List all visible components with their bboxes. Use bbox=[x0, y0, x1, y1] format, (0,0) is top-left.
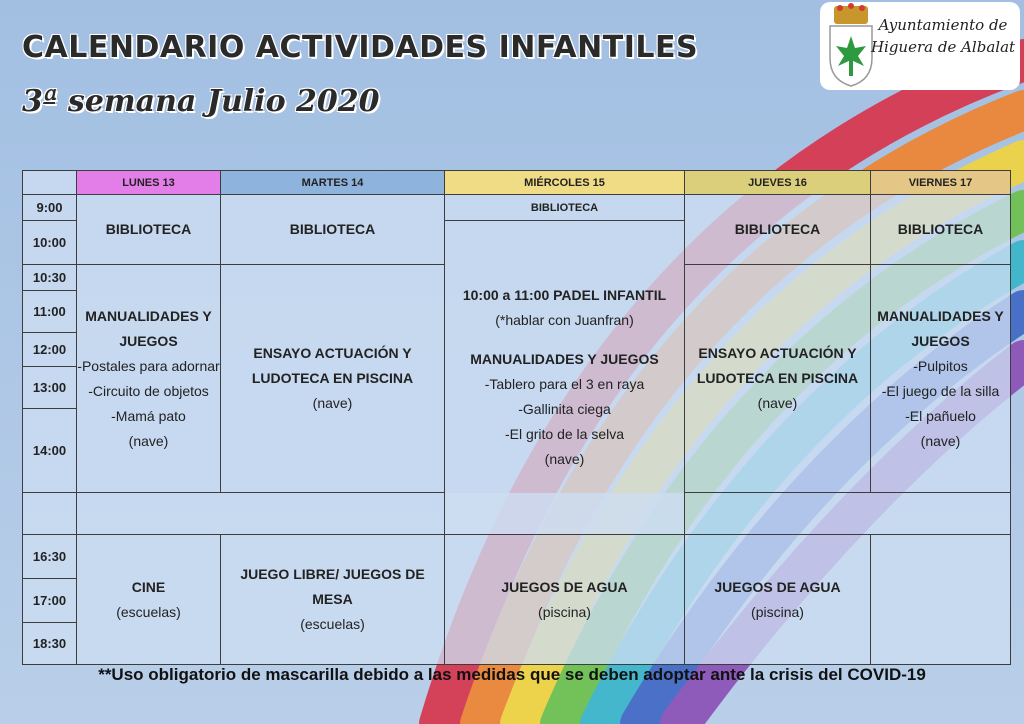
wed-activity-line: -Gallinita ciega bbox=[518, 401, 611, 417]
time-cell: 10:00 bbox=[23, 221, 77, 265]
cell-mon-afternoon bbox=[77, 535, 221, 665]
wed-activity-line: (nave) bbox=[544, 451, 585, 467]
cell-tue-afternoon bbox=[221, 535, 445, 665]
time-cell: 13:00 bbox=[23, 367, 77, 409]
tue-activity-line: (nave) bbox=[312, 395, 353, 411]
tue-pm-line: (escuelas) bbox=[300, 616, 365, 632]
fri-activity-line: (nave) bbox=[920, 432, 961, 449]
table-row bbox=[23, 535, 1011, 579]
wed-activity-line: -El grito de la selva bbox=[504, 426, 625, 442]
time-cell: 10:30 bbox=[23, 265, 77, 291]
day-header-fri: VIERNES 17 bbox=[871, 171, 1011, 195]
mon-pm-line: (escuelas) bbox=[116, 603, 181, 620]
cell-thu-biblioteca: BIBLIOTECA bbox=[685, 195, 871, 265]
wed-pm-line: (piscina) bbox=[538, 603, 591, 620]
mon-activity-title: MANUALIDADES Y JUEGOS bbox=[85, 307, 212, 349]
cell-fri-activities bbox=[871, 265, 1011, 493]
cell-wed-afternoon bbox=[445, 535, 685, 665]
time-cell: 12:00 bbox=[23, 333, 77, 367]
schedule-table bbox=[22, 170, 1011, 665]
time-cell: 14:00 bbox=[23, 409, 77, 493]
wed-pm-title: JUEGOS DE AGUA bbox=[501, 578, 628, 595]
organization-name bbox=[868, 14, 1018, 58]
corner-cell bbox=[23, 171, 77, 195]
org-line-1: Ayuntamiento de bbox=[878, 16, 1008, 34]
fri-activity-line: -El juego de la silla bbox=[881, 382, 1000, 399]
table-header-row bbox=[23, 171, 1011, 195]
mon-activity-line: (nave) bbox=[128, 432, 169, 449]
time-cell: 11:00 bbox=[23, 291, 77, 333]
thu-activity-line: (nave) bbox=[757, 395, 798, 411]
fri-activity-title: MANUALIDADES Y JUEGOS bbox=[877, 307, 1004, 349]
tue-pm-title: JUEGO LIBRE/ JUEGOS DE MESA bbox=[240, 566, 425, 607]
cell-wed-activities bbox=[445, 221, 685, 535]
time-cell: 16:30 bbox=[23, 535, 77, 579]
footer-note: **Uso obligatorio de mascarilla debido a las medidas que se deben adoptar ante la crisis del COVID-19 bbox=[98, 665, 926, 684]
wed-padel-note: (*hablar con Juanfran) bbox=[495, 312, 634, 328]
fri-activity-line: -Pulpitos bbox=[913, 357, 968, 374]
time-cell: 17:00 bbox=[23, 579, 77, 623]
wed-manualidades-title: MANUALIDADES Y JUEGOS bbox=[470, 351, 659, 367]
tue-activity-title: ENSAYO ACTUACIÓN Y LUDOTECA EN PISCINA bbox=[251, 345, 414, 386]
cell-mon-activities bbox=[77, 265, 221, 493]
thu-pm-line: (piscina) bbox=[751, 603, 804, 620]
cell-wed-biblioteca: BIBLIOTECA bbox=[445, 195, 685, 221]
break-cell bbox=[77, 493, 1011, 535]
mon-pm-title: CINE bbox=[131, 578, 166, 595]
day-header-thu: JUEVES 16 bbox=[685, 171, 871, 195]
page-subtitle: 3ª semana Julio 2020 bbox=[22, 84, 380, 119]
cell-thu-activities bbox=[685, 265, 871, 493]
thu-pm-title: JUEGOS DE AGUA bbox=[714, 578, 841, 595]
table-row bbox=[23, 195, 1011, 221]
mon-activity-line: -Postales para adornar bbox=[77, 357, 220, 374]
cell-tue-biblioteca: BIBLIOTECA bbox=[221, 195, 445, 265]
time-cell: 9:00 bbox=[23, 195, 77, 221]
cell-fri-afternoon bbox=[871, 535, 1011, 665]
break-time-cell bbox=[23, 493, 77, 535]
mon-activity-line: -Circuito de objetos bbox=[88, 382, 209, 399]
cell-fri-biblioteca: BIBLIOTECA bbox=[871, 195, 1011, 265]
day-header-mon: LUNES 13 bbox=[77, 171, 221, 195]
page-title: CALENDARIO ACTIVIDADES INFANTILES bbox=[22, 30, 699, 65]
cell-tue-activities bbox=[221, 265, 445, 493]
break-row bbox=[23, 493, 1011, 535]
day-header-wed: MIÉRCOLES 15 bbox=[445, 171, 685, 195]
cell-mon-biblioteca: BIBLIOTECA bbox=[77, 195, 221, 265]
time-cell: 18:30 bbox=[23, 623, 77, 665]
fri-activity-line: -El pañuelo bbox=[905, 407, 976, 424]
day-header-tue: MARTES 14 bbox=[221, 171, 445, 195]
wed-activity-line: -Tablero para el 3 en raya bbox=[484, 376, 645, 392]
org-line-2: Higuera de Albalat bbox=[870, 38, 1016, 56]
wed-padel-title: 10:00 a 11:00 PADEL INFANTIL bbox=[462, 287, 667, 303]
mon-activity-line: -Mamá pato bbox=[111, 407, 186, 424]
cell-thu-afternoon bbox=[685, 535, 871, 665]
thu-activity-title: ENSAYO ACTUACIÓN Y LUDOTECA EN PISCINA bbox=[696, 345, 859, 386]
